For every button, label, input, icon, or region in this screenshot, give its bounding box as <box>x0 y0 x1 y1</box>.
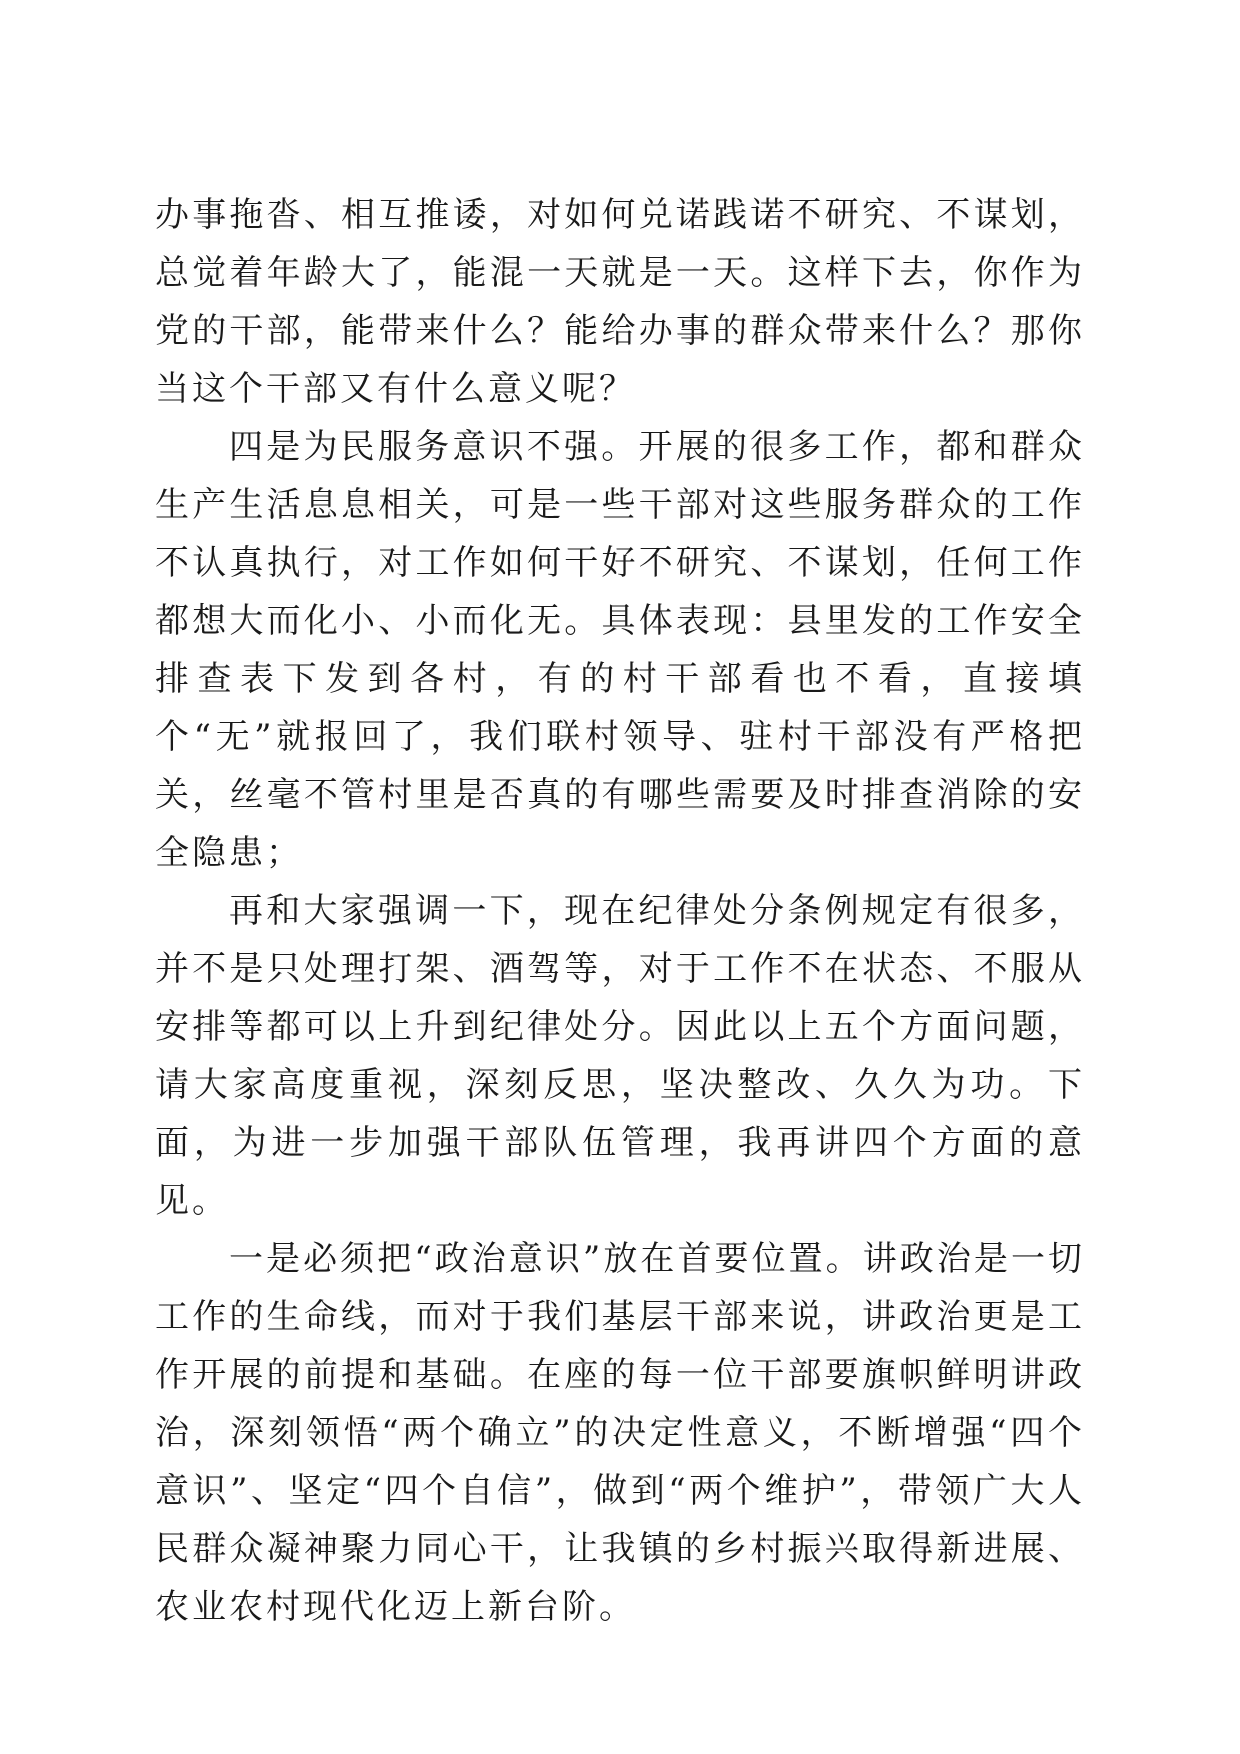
document-body <box>155 186 1085 1636</box>
paragraph-political-awareness: 一是必须把“政治意识”放在首要位置。讲政治是一切工作的生命线，而对于我们基层干部来说，讲政治更是工作开展的前提和基础。在座的每一位干部要旗帜鲜明讲政治，深刻领悟“两个确立”的决定性意义，不断增强“四个意识”、坚定“四个自信”，做到“两个维护”，带领广大人民群众凝神聚力同心干，让我镇的乡村振兴取得新进展、农业农村现代化迈上新台阶。 <box>155 1239 1085 1627</box>
paragraph-discipline-reminder: 再和大家强调一下，现在纪律处分条例规定有很多，并不是只处理打架、酒驾等，对于工作不在状态、不服从安排等都可以上升到纪律处分。因此以上五个方面问题，请大家高度重视，深刻反思，坚决整改、久久为功。下面，为进一步加强干部队伍管理，我再讲四个方面的意见。 <box>155 891 1085 1221</box>
paragraph-continuation: 办事拖沓、相互推诿，对如何兑诺践诺不研究、不谋划，总觉着年龄大了，能混一天就是一天。这样下去，你作为党的干部，能带来什么？能给办事的群众带来什么？那你当这个干部又有什么意义呢？ <box>155 195 1085 409</box>
paragraph-service-awareness: 四是为民服务意识不强。开展的很多工作，都和群众生产生活息息相关，可是一些干部对这些服务群众的工作不认真执行，对工作如何干好不研究、不谋划，任何工作都想大而化小、小而化无。具体表现：县里发的工作安全排查表下发到各村，有的村干部看也不看，直接填个“无”就报回了，我们联村领导、驻村干部没有严格把关，丝毫不管村里是否真的有哪些需要及时排查消除的安全隐患； <box>155 427 1085 873</box>
